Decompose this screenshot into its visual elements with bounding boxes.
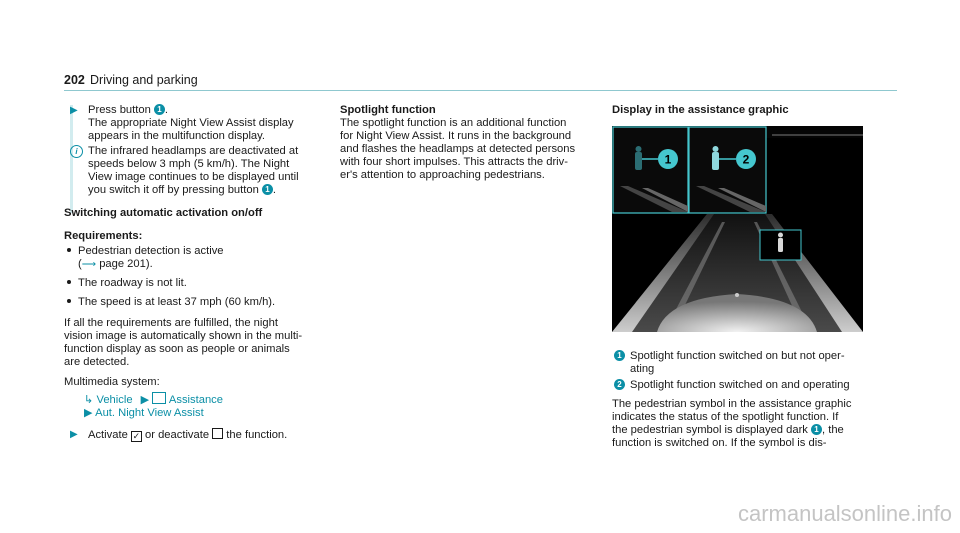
- callout-2-label: 2: [742, 152, 750, 167]
- spotlight-heading: Spotlight function: [340, 104, 436, 116]
- page-number: 202: [64, 73, 85, 87]
- info-text-line: The infrared headlamps are deactivated at: [88, 145, 299, 157]
- assistance-graphic: [612, 126, 863, 332]
- page-reference-link[interactable]: (⟶ page 201).: [78, 258, 153, 270]
- graphic-paragraph-line: The pedestrian symbol in the assistance graphic: [612, 398, 852, 410]
- multimedia-label: Multimedia system:: [64, 376, 160, 388]
- info-text-line: you switch it off by pressing button 1 .: [88, 184, 277, 196]
- caption-item-1: [614, 350, 625, 363]
- paragraph-line: are detected.: [64, 356, 130, 368]
- switching-heading: Switching automatic activation on/off: [64, 207, 263, 219]
- requirement-item: The speed is at least 37 mph (60 km/h).: [78, 296, 276, 308]
- chevron-right-icon: ▶: [140, 394, 150, 406]
- callout-2-icon: 2: [614, 379, 625, 390]
- graphic-heading: Display in the assistance graphic: [612, 104, 789, 116]
- nav-path-line2[interactable]: ▶ Aut. Night View Assist: [84, 407, 204, 419]
- step-arrow-icon: ▶: [70, 105, 78, 116]
- checkbox-empty-icon: [212, 428, 223, 439]
- callout-1-icon: 1: [614, 350, 625, 361]
- step-press-button: Press button 1 .: [88, 104, 169, 116]
- spotlight-text-line: and flashes the headlamps at detected persons: [340, 143, 576, 155]
- bullet-icon: [67, 245, 71, 258]
- callout-1-icon: 1: [262, 184, 273, 195]
- step-text-line: The appropriate Night View Assist display: [88, 117, 294, 129]
- info-text-line: speeds below 3 mph (5 km/h). The Night: [88, 158, 290, 170]
- watermark: carmanualsonline.info: [737, 501, 952, 526]
- step-text-line: appears in the multifunction display.: [88, 130, 266, 142]
- callout-1-label: 1: [664, 152, 672, 167]
- caption-item-2: [614, 379, 625, 392]
- spotlight-text-line: with four short impulses. This attracts the driv-: [340, 156, 568, 168]
- bullet-icon: [67, 296, 71, 309]
- bullet-icon: [67, 277, 71, 290]
- car-assistance-icon: [152, 392, 166, 404]
- paragraph-line: function display as soon as people or animals: [64, 343, 290, 355]
- step-highlight-bar: [70, 105, 73, 213]
- caption-text-line: Spotlight function switched on but not oper-: [630, 350, 845, 362]
- caption-text-line: ating: [630, 363, 655, 375]
- checkbox-checked-icon: ✓: [132, 431, 141, 441]
- header-rule: [64, 90, 897, 91]
- step-arrow-icon: ▶: [70, 429, 78, 440]
- info-icon: i: [70, 145, 83, 158]
- spotlight-text-line: The spotlight function is an additional function: [340, 117, 567, 129]
- step-activate: Activate ✓ or deactivate the function.: [88, 429, 288, 441]
- info-text-line: View image continues to be displayed until: [88, 171, 299, 183]
- requirement-item: The roadway is not lit.: [78, 277, 187, 289]
- requirements-heading: Requirements:: [64, 230, 143, 242]
- spotlight-text-line: for Night View Assist. It runs in the background: [340, 130, 572, 142]
- menu-entry-icon: ↳: [84, 394, 94, 406]
- caption-text-line: Spotlight function switched on and operating: [630, 379, 850, 391]
- graphic-paragraph-line: indicates the status of the spotlight function. If: [612, 411, 839, 423]
- chevron-right-icon: ▶: [84, 407, 93, 419]
- spotlight-text-line: er's attention to approaching pedestrians.: [340, 169, 545, 181]
- assistance-graphic-figure: [612, 126, 863, 332]
- reference-arrow-icon: ⟶: [81, 259, 97, 270]
- section-title: Driving and parking: [90, 73, 198, 87]
- callout-1-icon: 1: [154, 104, 165, 115]
- paragraph-line: If all the requirements are fulfilled, the night: [64, 317, 278, 329]
- nav-path-line1[interactable]: ↳ Vehicle ▶ Assistance: [84, 394, 223, 406]
- paragraph-line: vision image is automatically shown in the multi-: [64, 330, 303, 342]
- callout-1-icon: 1: [811, 424, 822, 435]
- graphic-paragraph-line: function is switched on. If the symbol is dis-: [612, 437, 827, 449]
- graphic-paragraph-line: the pedestrian symbol is displayed dark 1 , the: [612, 424, 844, 436]
- requirement-item: Pedestrian detection is active: [78, 245, 224, 257]
